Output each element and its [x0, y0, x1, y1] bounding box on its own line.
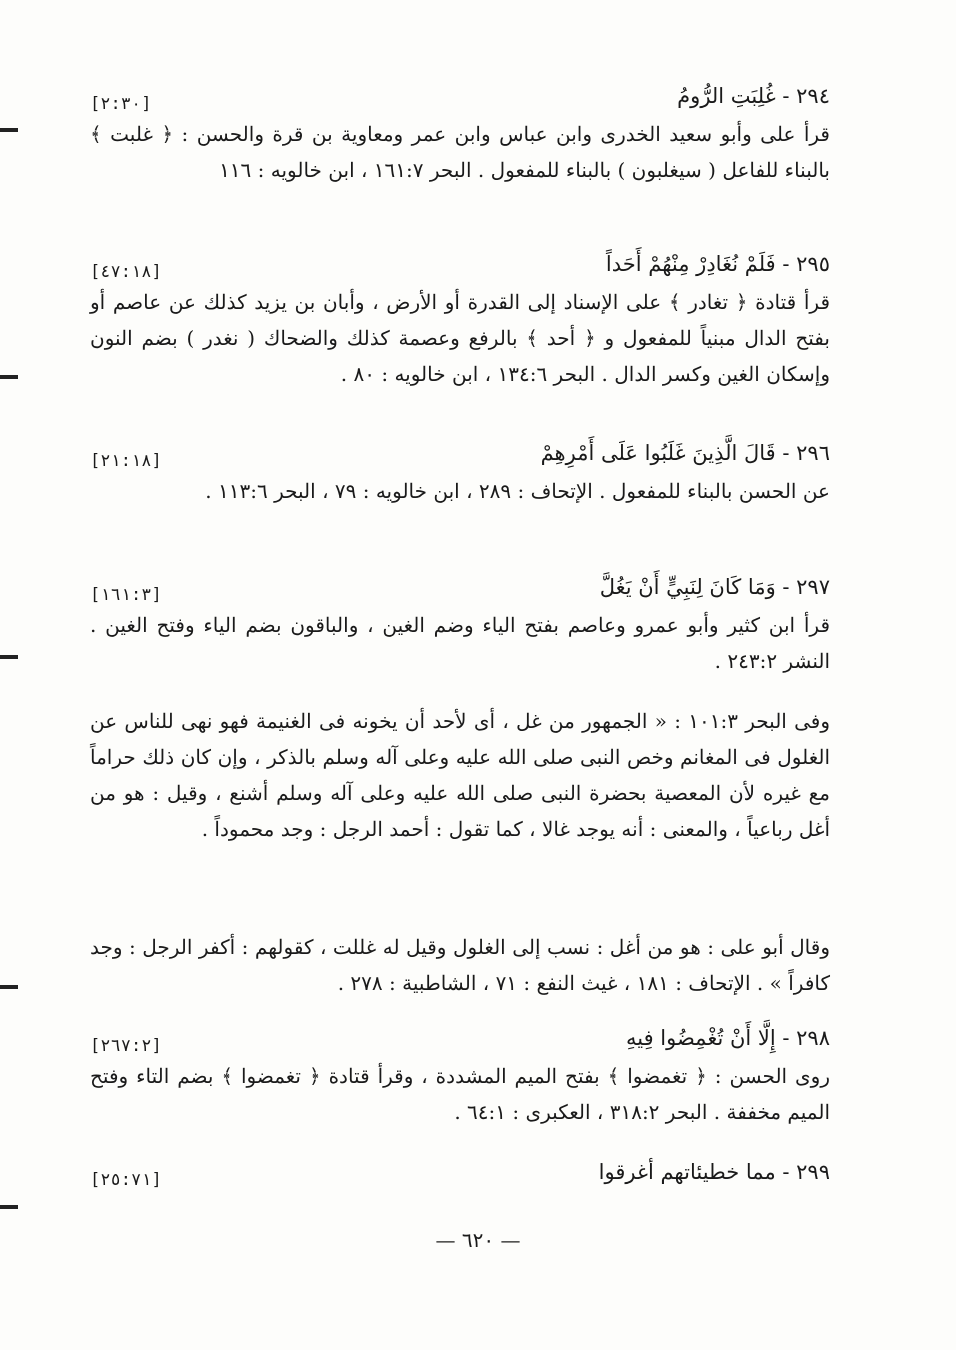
- entry-296: [90, 433, 830, 509]
- verse-reference: [٢:٣٠]: [90, 94, 152, 114]
- entry-text: روى الحسن : ﴿ تغمضوا ﴾ بفتح الميم المشددة ، وقرأ قتادة ﴿ تغمضوا ﴾ بضم التاء وفتح الميم مخففة . البحر ٣١٨:٢ ، العكبرى : ٦٤:١ .: [90, 1064, 830, 1124]
- verse-reference: [١٦١:٣]: [90, 585, 162, 605]
- entry-294: [90, 76, 830, 188]
- verse-heading: ٢٩٨ - إِلَّا أَنْ تُغْمِضُوا فِيهِ: [625, 1026, 830, 1050]
- verse-reference: [٤٧:١٨]: [90, 262, 162, 282]
- verse-reference: [٢٥:٧١]: [90, 1170, 162, 1190]
- discussion-paragraph: وقال أبو على : هو من أغل : نسب إلى الغلول وقيل له غللت ، كقولهم : أكفر الرجل : وجد كافراً » . الإتحاف : ١٨١ ، غيث النفع : ٧١ ، الشاطبية : ٢٧٨ .: [90, 935, 830, 995]
- scan-edge-mark: [0, 985, 18, 989]
- verse-heading: ٢٩٤ - غُلِبَتِ الرُّومُ: [677, 84, 830, 108]
- discussion-paragraph: وفى البحر ١٠١:٣ : « الجمهور من غل ، أى لأحد أن يخونه فى الغنيمة فهو نهى للناس عن الغلول فى المغانم وخص النبى صلى الله عليه وعلى آله وسلم بالذكر ، وإن كان ذلك حراماً مع غيره لأن المعصية بحضرة النبى صلى الله عليه وعلى آله وسلم أشنع ، وقيل : هو من أغل رباعياً ، والمعنى : أنه يوجد غالا ، كما تقول : أحمد الرجل : وجد محموداً .: [90, 709, 831, 841]
- verse-heading: ٢٩٩ - مما خطيئاتهم أغرقوا: [598, 1160, 830, 1184]
- verse-reference: [٢١:١٨]: [90, 451, 162, 471]
- entry-text: قرأ ابن كثير وأبو عمرو وعاصم بفتح الياء وضم الغين ، والباقون بضم الياء وفتح الغين . النشر ٢٤٣:٢ .: [90, 613, 830, 673]
- scan-edge-mark: [0, 655, 18, 659]
- verse-reference: [٢٦٧:٢]: [90, 1036, 162, 1056]
- discussion-quote-1: [90, 703, 830, 847]
- entry-297: [90, 567, 830, 679]
- verse-heading: ٢٩٥ - فَلَمْ نُغَادِرْ مِنْهُمْ أَحَداً: [605, 252, 830, 276]
- verse-heading: ٢٩٧ - وَمَا كَانَ لِنَبِيٍّ أَنْ يَغُلَّ: [599, 575, 830, 599]
- entry-text: قرأ على وأبو سعيد الخدرى وابن عباس وابن عمر ومعاوية بن قرة والحسن : ﴿ غلبت ﴾ بالبناء للفاعل ( سيغلبون ) بالبناء للمفعول . البحر ١٦١:٧ ، ابن خالويه : ١١٦: [90, 122, 830, 182]
- scan-edge-mark: [0, 128, 18, 132]
- entry-text: عن الحسن بالبناء للمفعول . الإتحاف : ٢٨٩ ، ابن خالويه : ٧٩ ، البحر ١١٣:٦ .: [205, 479, 830, 503]
- verse-heading: ٢٩٦ - قَالَ الَّذِينَ غَلَبُوا عَلَى أَمْرِهِمْ: [540, 441, 830, 465]
- scan-edge-mark: [0, 375, 18, 379]
- entry-299: [90, 1152, 830, 1192]
- entry-298: [90, 1018, 830, 1130]
- discussion-quote-2: [90, 929, 830, 1001]
- page-number: — ٦٢٠ —: [435, 1228, 521, 1252]
- entry-text: قرأ قتادة ﴿ تغادر ﴾ على الإسناد إلى القدرة أو الأرض ، وأبان بن يزيد كذلك عن عاصم أو بفتح الدال مبنياً للمفعول و ﴿ أحد ﴾ بالرفع وعصمة كذلك والضحاك ( نغدر ) بضم النون وإسكان الغين وكسر الدال . البحر ١٣٤:٦ ، ابن خالويه : ٨٠ .: [90, 290, 830, 386]
- scan-edge-mark: [0, 1205, 18, 1209]
- entry-295: [90, 244, 830, 392]
